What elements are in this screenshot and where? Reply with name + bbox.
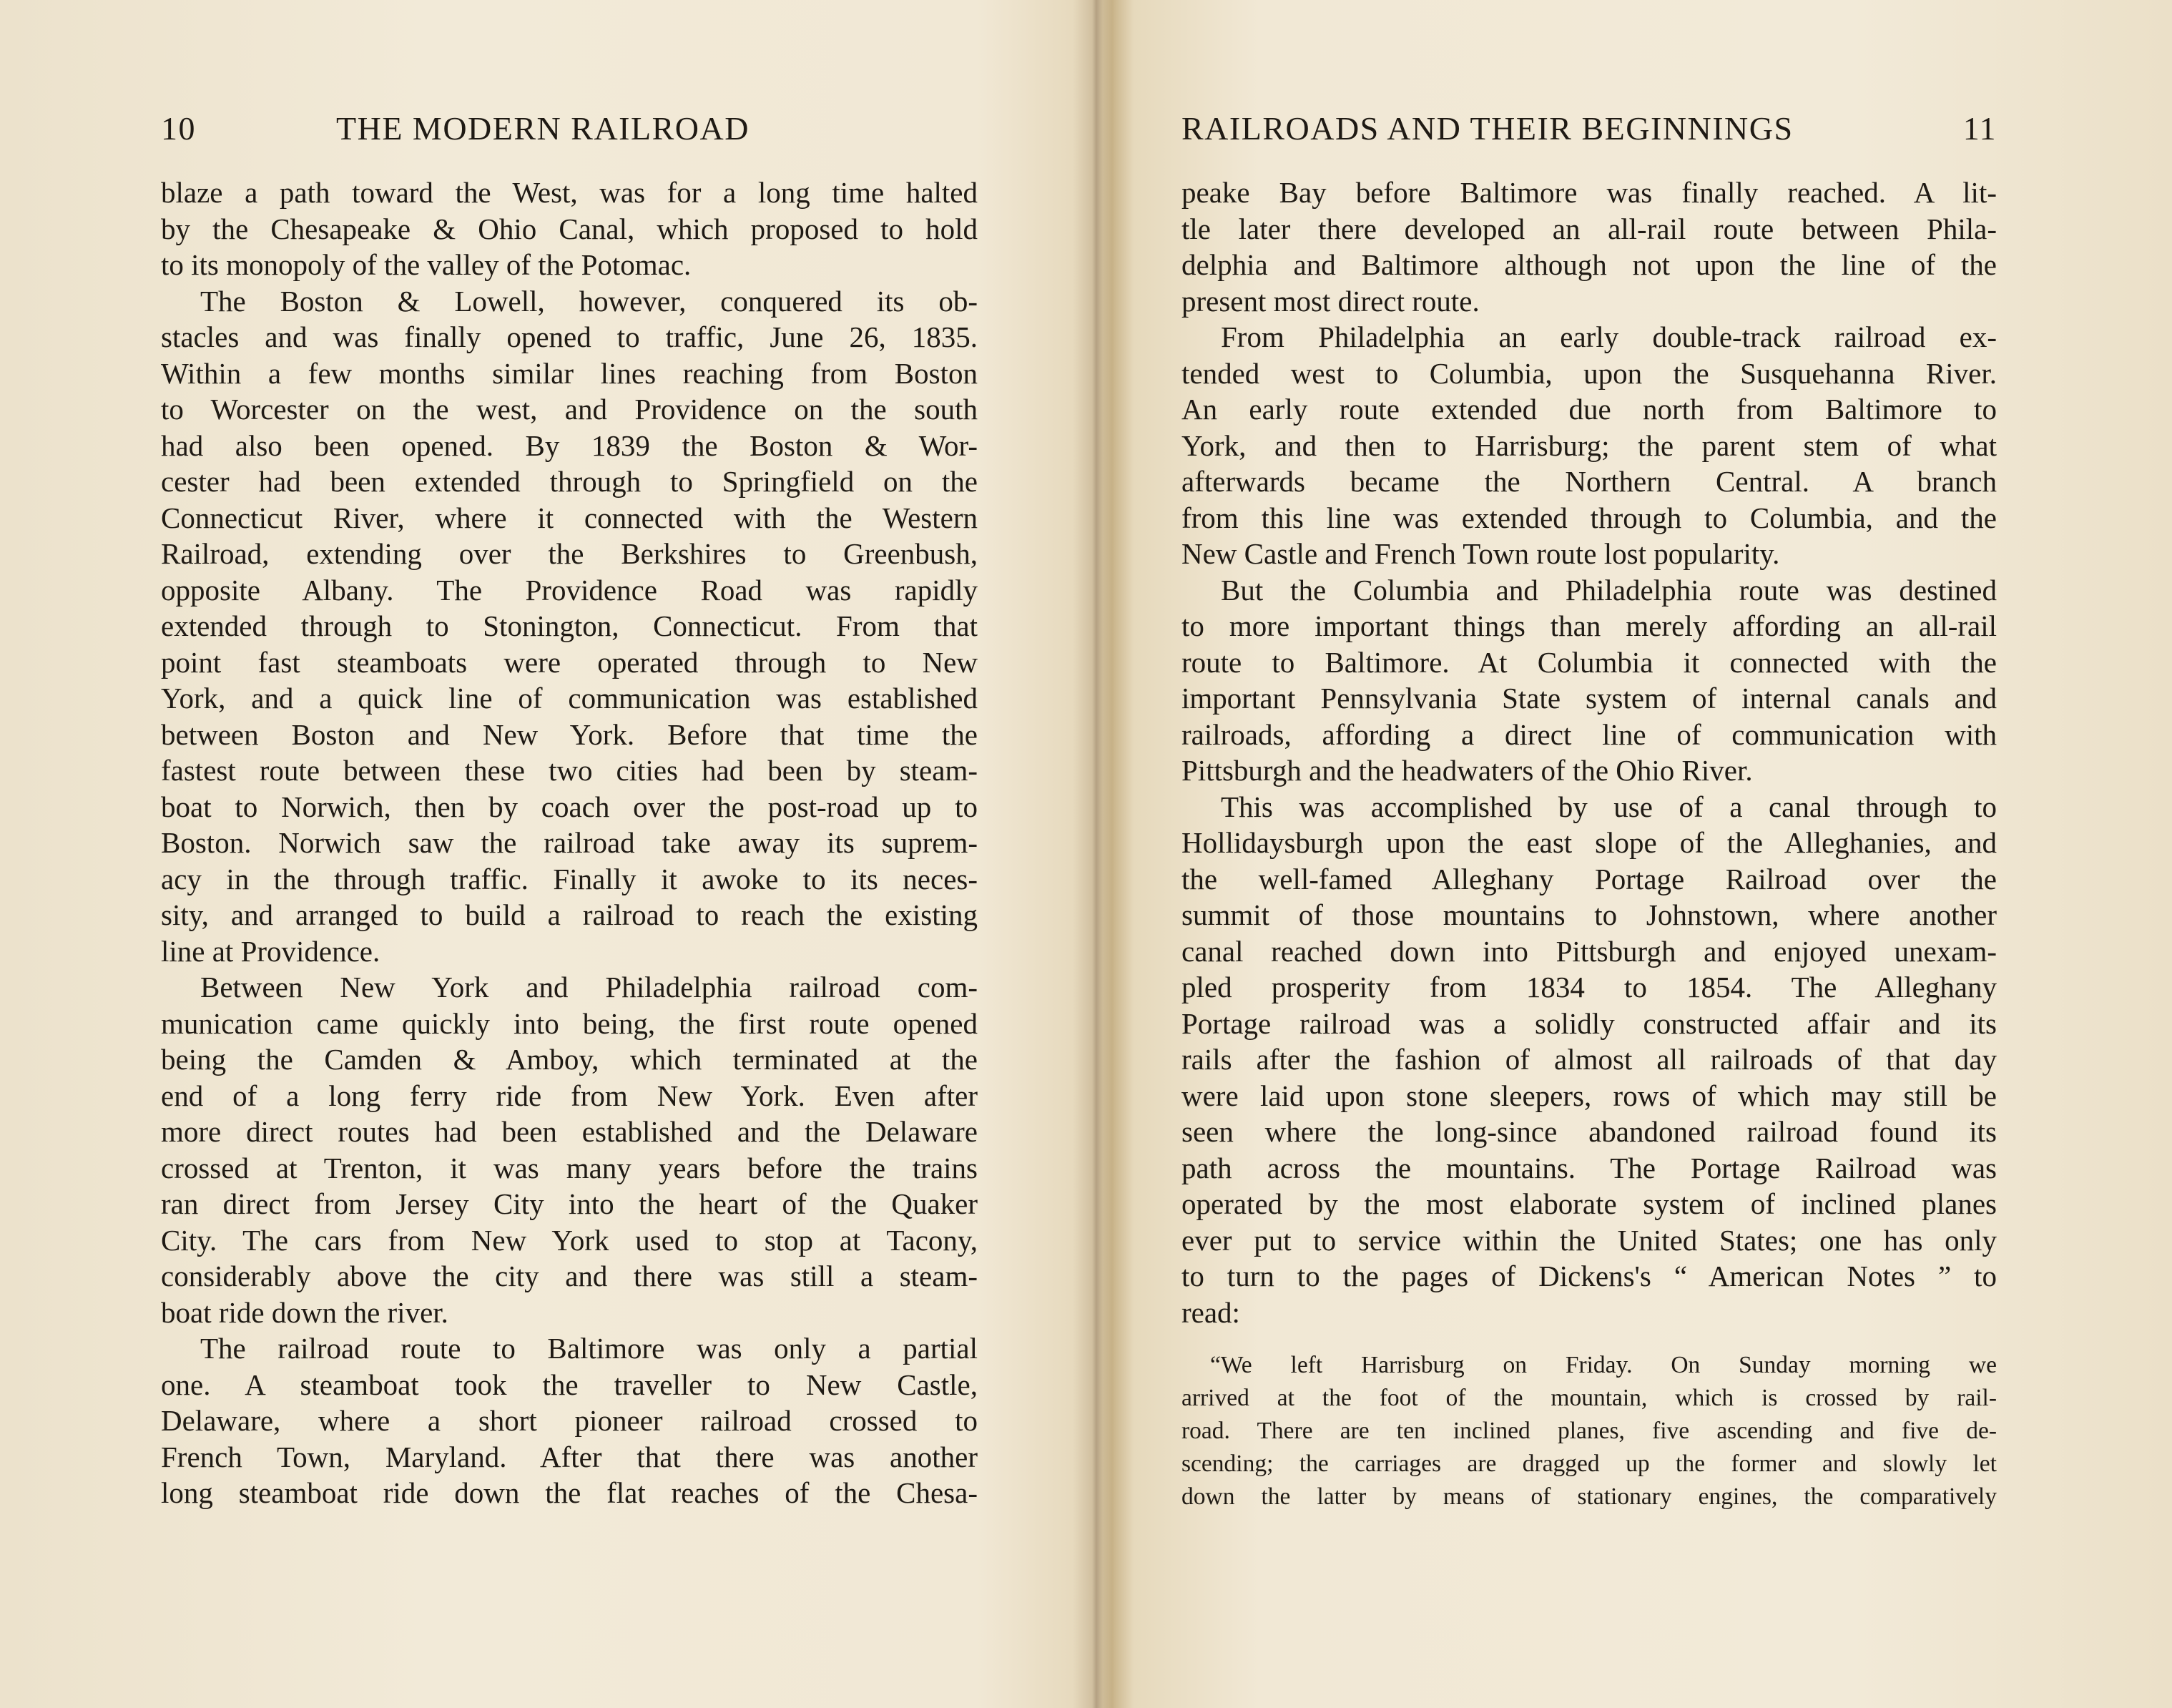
text-line: Between New York and Philadelphia railroad com- [200, 971, 978, 1003]
text-line: between Boston and New York. Before that time the [161, 717, 978, 751]
text-line: Boston. Norwich saw the railroad take away its suprem- [161, 826, 978, 859]
text-line: Within a few months similar lines reaching from Boston [161, 356, 978, 390]
running-head-title: RAILROADS AND THEIR BEGINNINGS [1181, 110, 1794, 147]
text-line: to its monopoly of the valley of the Potomac. [161, 248, 692, 281]
text-line: boat to Norwich, then by coach over the post-road up to [161, 790, 978, 823]
text-line: summit of those mountains to Johnstown, where another [1181, 898, 1997, 931]
quote-line: scending; the carriages are dragged up the former and slowly let [1181, 1451, 1997, 1477]
text-line: long steamboat ride down the flat reaches of the Chesa- [161, 1476, 978, 1509]
quote-line: road. There are ten inclined planes, five ascending and five de- [1181, 1418, 1997, 1444]
text-line: tended west to Columbia, upon the Susquehanna River. [1181, 356, 1997, 390]
text-line: munication came quickly into being, the first route opened [161, 1006, 978, 1040]
text-line: fastest route between these two cities had been by steam- [161, 754, 978, 787]
text-line: considerably above the city and there was still a steam- [161, 1260, 978, 1292]
text-line: acy in the through traffic. Finally it awoke to its neces- [161, 862, 978, 895]
text-line: line at Providence. [161, 934, 380, 968]
left-page [0, 0, 1080, 1708]
text-line: to more important things than merely affording an all-rail [1181, 609, 1997, 642]
text-line: From Philadelphia an early double-track railroad ex- [1221, 320, 1997, 353]
text-line: peake Bay before Baltimore was finally reached. A lit- [1181, 176, 1997, 209]
text-line: canal reached down into Pittsburgh and enjoyed unexam- [1181, 934, 1997, 968]
text-line: to turn to the pages of Dickens's “ American Notes ” to [1181, 1260, 1997, 1292]
right-running-head [1181, 100, 1997, 157]
text-line: blaze a path toward the West, was for a long time halted [161, 176, 978, 209]
text-line: were laid upon stone sleepers, rows of which may still be [1181, 1079, 1997, 1112]
text-line: from this line was extended through to Columbia, and the [1181, 501, 1997, 534]
text-line: City. The cars from New York used to stop at Tacony, [161, 1223, 978, 1257]
quote-line: arrived at the foot of the mountain, which is crossed by rail- [1181, 1385, 1997, 1411]
text-line: An early route extended due north from Baltimore to [1181, 393, 1997, 426]
text-line: ran direct from Jersey City into the heart of the Quaker [161, 1187, 978, 1220]
text-line: Portage railroad was a solidly constructed affair and its [1181, 1006, 1997, 1040]
text-line: extended through to Stonington, Connecticut. From that [161, 609, 978, 642]
text-line: read: [1181, 1295, 1240, 1329]
text-line: had also been opened. By 1839 the Boston & Wor- [161, 428, 978, 462]
text-line: afterwards became the Northern Central. A branch [1181, 465, 1997, 498]
text-line: Pittsburgh and the headwaters of the Ohio River. [1181, 754, 1753, 787]
page-number: 11 [1962, 110, 1997, 147]
text-line: important Pennsylvania State system of internal canals and [1181, 682, 1997, 715]
text-line: being the Camden & Amboy, which terminated at the [161, 1043, 978, 1076]
text-line: the well-famed Alleghany Portage Railroad over the [1181, 862, 1997, 895]
running-head-title: THE MODERN RAILROAD [336, 110, 750, 147]
quote-line: down the latter by means of stationary engines, the comparatively [1181, 1483, 1997, 1510]
text-line: Connecticut River, where it connected with the Western [161, 501, 978, 534]
text-line: The railroad route to Baltimore was only a partial [200, 1332, 978, 1365]
text-line: seen where the long-since abandoned railroad found its [1181, 1115, 1997, 1148]
text-line: Delaware, where a short pioneer railroad crossed to [161, 1404, 978, 1437]
text-line: by the Chesapeake & Ohio Canal, which proposed to hold [161, 212, 978, 245]
text-line: rails after the fashion of almost all railroads of that day [1181, 1043, 1997, 1076]
text-line: York, and then to Harrisburg; the parent stem of what [1181, 428, 1997, 462]
text-line: York, and a quick line of communication was established [161, 682, 978, 715]
text-line: more direct routes had been established and the Delaware [161, 1115, 978, 1148]
text-line: Hollidaysburgh upon the east slope of the Alleghanies, and [1181, 826, 1997, 859]
right-page [1092, 0, 2172, 1708]
text-line: stacles and was finally opened to traffic, June 26, 1835. [161, 320, 978, 353]
text-line: sity, and arranged to build a railroad to reach the existing [161, 898, 978, 931]
text-line: Railroad, extending over the Berkshires to Greenbush, [161, 537, 978, 570]
text-line: tle later there developed an all-rail route between Phila- [1181, 212, 1997, 245]
block-quote [1181, 1349, 1997, 1513]
quote-line: “We left Harrisburg on Friday. On Sunday morning we [1210, 1352, 1997, 1378]
right-body-text [1181, 175, 1997, 1330]
text-line: boat ride down the river. [161, 1295, 448, 1329]
text-line: The Boston & Lowell, however, conquered its ob- [200, 284, 978, 318]
page-number: 10 [161, 110, 196, 147]
text-line: one. A steamboat took the traveller to New Castle, [161, 1368, 978, 1401]
text-line: operated by the most elaborate system of inclined planes [1181, 1187, 1997, 1220]
text-line: French Town, Maryland. After that there was another [161, 1440, 978, 1473]
text-line: This was accomplished by use of a canal through to [1221, 790, 1997, 823]
left-running-head [161, 100, 978, 157]
text-line: pled prosperity from 1834 to 1854. The Alleghany [1181, 971, 1997, 1003]
text-line: New Castle and French Town route lost popularity. [1181, 537, 1780, 570]
text-line: railroads, affording a direct line of communication with [1181, 717, 1997, 751]
text-line: present most direct route. [1181, 284, 1480, 318]
text-line: to Worcester on the west, and Providence on the south [161, 393, 978, 426]
text-line: end of a long ferry ride from New York. Even after [161, 1079, 978, 1112]
text-line: cester had been extended through to Springfield on the [161, 465, 978, 498]
text-line: crossed at Trenton, it was many years before the trains [161, 1151, 978, 1184]
text-line: route to Baltimore. At Columbia it connected with the [1181, 645, 1997, 679]
text-line: But the Columbia and Philadelphia route was destined [1221, 573, 1997, 607]
text-line: ever put to service within the United States; one has only [1181, 1223, 1997, 1257]
left-body-text [161, 175, 978, 1511]
text-line: delphia and Baltimore although not upon the line of the [1181, 248, 1997, 281]
text-line: path across the mountains. The Portage Railroad was [1181, 1151, 1997, 1184]
text-line: point fast steamboats were operated through to New [161, 645, 978, 679]
text-line: opposite Albany. The Providence Road was rapidly [161, 573, 978, 607]
